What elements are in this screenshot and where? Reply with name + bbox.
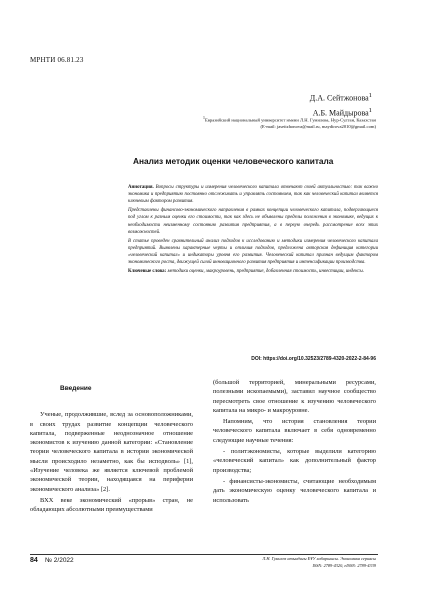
body-paragraph: (большой территорией, минеральными ресурсами, полезными ископаемыми), заставил научное сообщество пересмотреть свое отношение к изучению человеческого капитала на микро- и макроуровне. (213, 379, 376, 414)
abstract-paragraph: Представлены финансово-экономического направления в рамках концепции человеческого капитала, подвергающиеся под углом к разным оценки его стоимости, так как здесь не объявлены пределы положения в экономике, ведущих к необходимости неизменному состоянию развития предприятия, а в первую очередь рассмотрение всех этих возможностей. (128, 208, 378, 235)
journal-footer (262, 556, 376, 569)
right-column (213, 378, 376, 507)
affiliation-mark: 1 (203, 116, 205, 120)
issue-number: № 2/2022 (45, 557, 74, 564)
left-column (30, 378, 193, 517)
footer-divider (30, 554, 378, 555)
mrnti-code: МРНТИ 06.81.23 (30, 56, 84, 64)
abstract-label: Аннотация. (128, 185, 154, 190)
body-paragraph: ВХХ веке экономический «прорыв» стран, не обладающих абсолютными преимуществами (30, 496, 193, 514)
section-heading: Введение (60, 385, 92, 392)
author-affiliation-mark: 1 (368, 92, 372, 99)
page-number: 84 (30, 557, 38, 564)
author-name: Д.А. Сейтжонова$^1$ (309, 92, 372, 103)
abstract-paragraph: В статье проведен сравнительный анализ подходов к исследованию и методики измерения человеческого капитала предприятий. Выявлены характерные черты и отличия подходов, предложена авторская дефиниция категории «человеческий капитал» и индикаторы уровня его развития. Человеческий капитал признан ведущим фактором экономического роста, движущей силой инновационного развития предприятия и интенсификации производства. (128, 238, 378, 266)
author-name: А.Б. Майдырова$^1$ (312, 106, 372, 118)
affiliation-email: (E-mail: jaseitzhonova@mail.ru, maydirova2010@gmail.com) (260, 124, 376, 130)
abstract (128, 184, 378, 277)
keywords-label: Ключевые слова: (128, 269, 167, 275)
issn: ISSN: 2789-4320, eISSN: 2789-4339 (312, 562, 376, 568)
affiliation-institution: Евразийский национальный университет имени Л.Н. Гумилева, Нур-Султан, Казахстан (204, 117, 376, 123)
body-paragraph: - политэкономисты, которые выделили категорию «человеческий капитал» как дополнительный фактор производства; (213, 448, 376, 474)
journal-name: Л.Н. Гумилев атындағы ЕҰУ хабаршысы. Экономика сериясы (262, 556, 376, 561)
abstract-paragraph: Вопросы структуры и измерения человеческого капитала отвечают своей актуальностью: так важно экономика и предприятию постоянно отслеживать и управлять состоянием, так как человеческий капитал является ключевым фактором развития. (128, 185, 378, 205)
body-paragraph: Ученые, продолжившие, вслед за основоположниками, в своих трудах развитие концепции человеческого капитала, подверженные неоднозначное отношение экономистов к изучению данной категории: «Становление теории человеческого капитала в истории экономической мысли происходило незаметно, как бы исподволь» [1], «Изучение человека же является ключевой проблемой экономической теории, находящаяся на периферии экономического анализа» [2]. (30, 411, 193, 493)
author-affiliation-mark: 1 (368, 106, 372, 114)
keywords: методики оценки, макроуровень, предприятие, добавленная стоимость, инвестиции, индексы. (167, 269, 365, 275)
article-title: Анализ методик оценки человеческого капитала (133, 156, 334, 166)
doi-link[interactable]: DOI: https://doi.org/10.32523/2789-4320-2022-2-84-96 (251, 356, 376, 362)
affiliation (86, 115, 376, 131)
body-paragraph: - финансисты-экономисты, считающие необходимым дать экономическую оценку человеческого капитала и использовать (213, 477, 376, 504)
body-paragraph: Напомним, что история становления теории человеческого капитала включает в себя одновременно следующие научные течения: (213, 418, 376, 444)
